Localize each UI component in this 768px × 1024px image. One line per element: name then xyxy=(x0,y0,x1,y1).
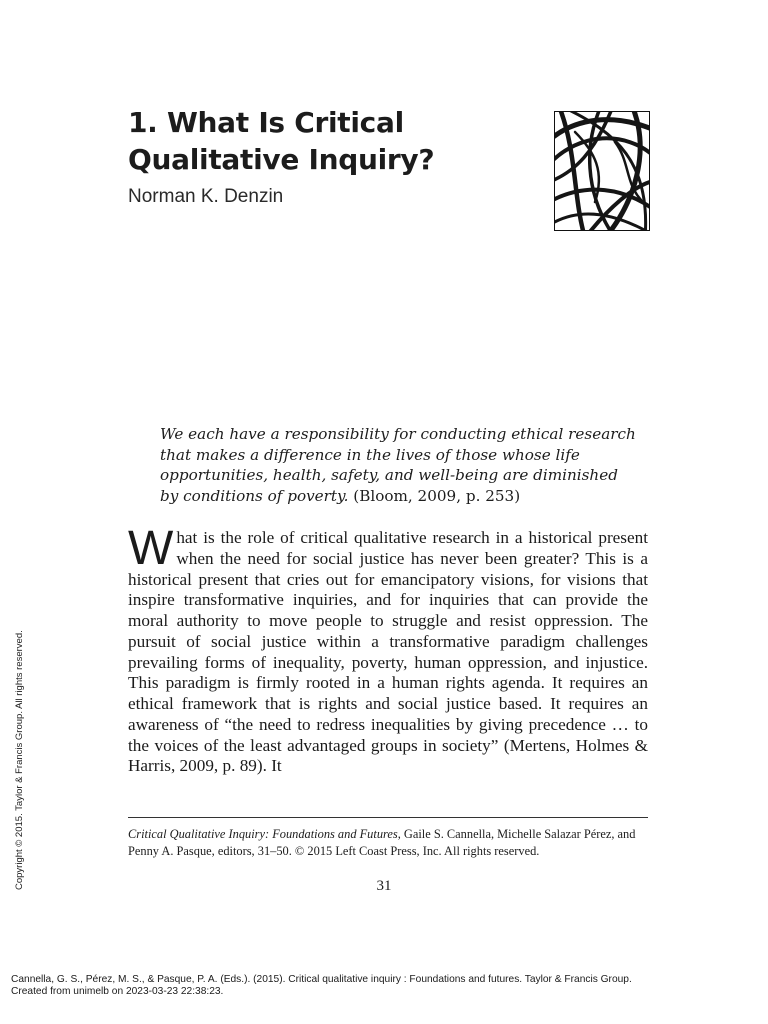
epigraph-line4-row xyxy=(160,486,640,507)
chapter-title xyxy=(128,104,528,178)
bottom-citation xyxy=(11,974,751,998)
epigraph-line4: by conditions of poverty. xyxy=(160,486,349,505)
bottom-citation-line2: Created from unimelb on 2023-03-23 22:38:23. xyxy=(11,986,224,997)
drop-cap: W xyxy=(128,522,174,575)
page-number: 31 xyxy=(376,878,392,894)
body-paragraph-text: hat is the role of critical qualitative research in a historical present when the need for social justice has never been greater? This is a historical present that cries out for emancipatory visions, for visions that inspire transformative inquiries, and for inquiries that can provide the moral authority to move people to struggle and resist oppression. The pursuit of social justice within a transformative paradigm challenges prevailing forms of inequality, poverty, human oppression, and injustice. This paradigm is firmly rooted in a human rights agenda. It requires an ethical framework that is rights and social justice based. It requires an awareness of “the need to redress inequalities by giving precedence … to the voices of the least advantaged groups in society” (Mertens, Holmes & Harris, 2009, p. 89). It xyxy=(128,528,648,776)
epigraph-citation: (Bloom, 2009, p. 253) xyxy=(353,486,521,505)
epigraph xyxy=(160,424,640,506)
footnote-details: , Gaile S. Cannella, Michelle Salazar Pérez, and Penny A. Pasque, editors, 31–50. © 2015 Left Coast Press, Inc. All rights reserved. xyxy=(128,827,636,858)
bottom-citation-line1: Cannella, G. S., Pérez, M. S., & Pasque, P. A. (Eds.). (2015). Critical qualitative inquiry : Foundations and futures. Taylor & Francis Group. xyxy=(11,974,632,985)
author-name: Norman K. Denzin xyxy=(128,186,284,207)
body-paragraph xyxy=(128,522,648,777)
chapter-title-line1: 1. What Is Critical xyxy=(128,106,404,139)
footnote-divider xyxy=(128,817,648,818)
abstract-curves-ornament-icon xyxy=(554,111,650,231)
chapter-title-line2: Qualitative Inquiry? xyxy=(128,143,435,176)
epigraph-line3: opportunities, health, safety, and well-being are diminished xyxy=(160,466,618,484)
footnote-book-title: Critical Qualitative Inquiry: Foundations and Futures xyxy=(128,827,398,841)
epigraph-line1: We each have a responsibility for conducting ethical research xyxy=(160,425,636,443)
source-footnote xyxy=(128,826,648,860)
epigraph-line2: that makes a difference in the lives of those whose life xyxy=(160,445,580,464)
side-copyright-notice: Copyright © 2015. Taylor & Francis Group. All rights reserved. xyxy=(14,630,25,890)
